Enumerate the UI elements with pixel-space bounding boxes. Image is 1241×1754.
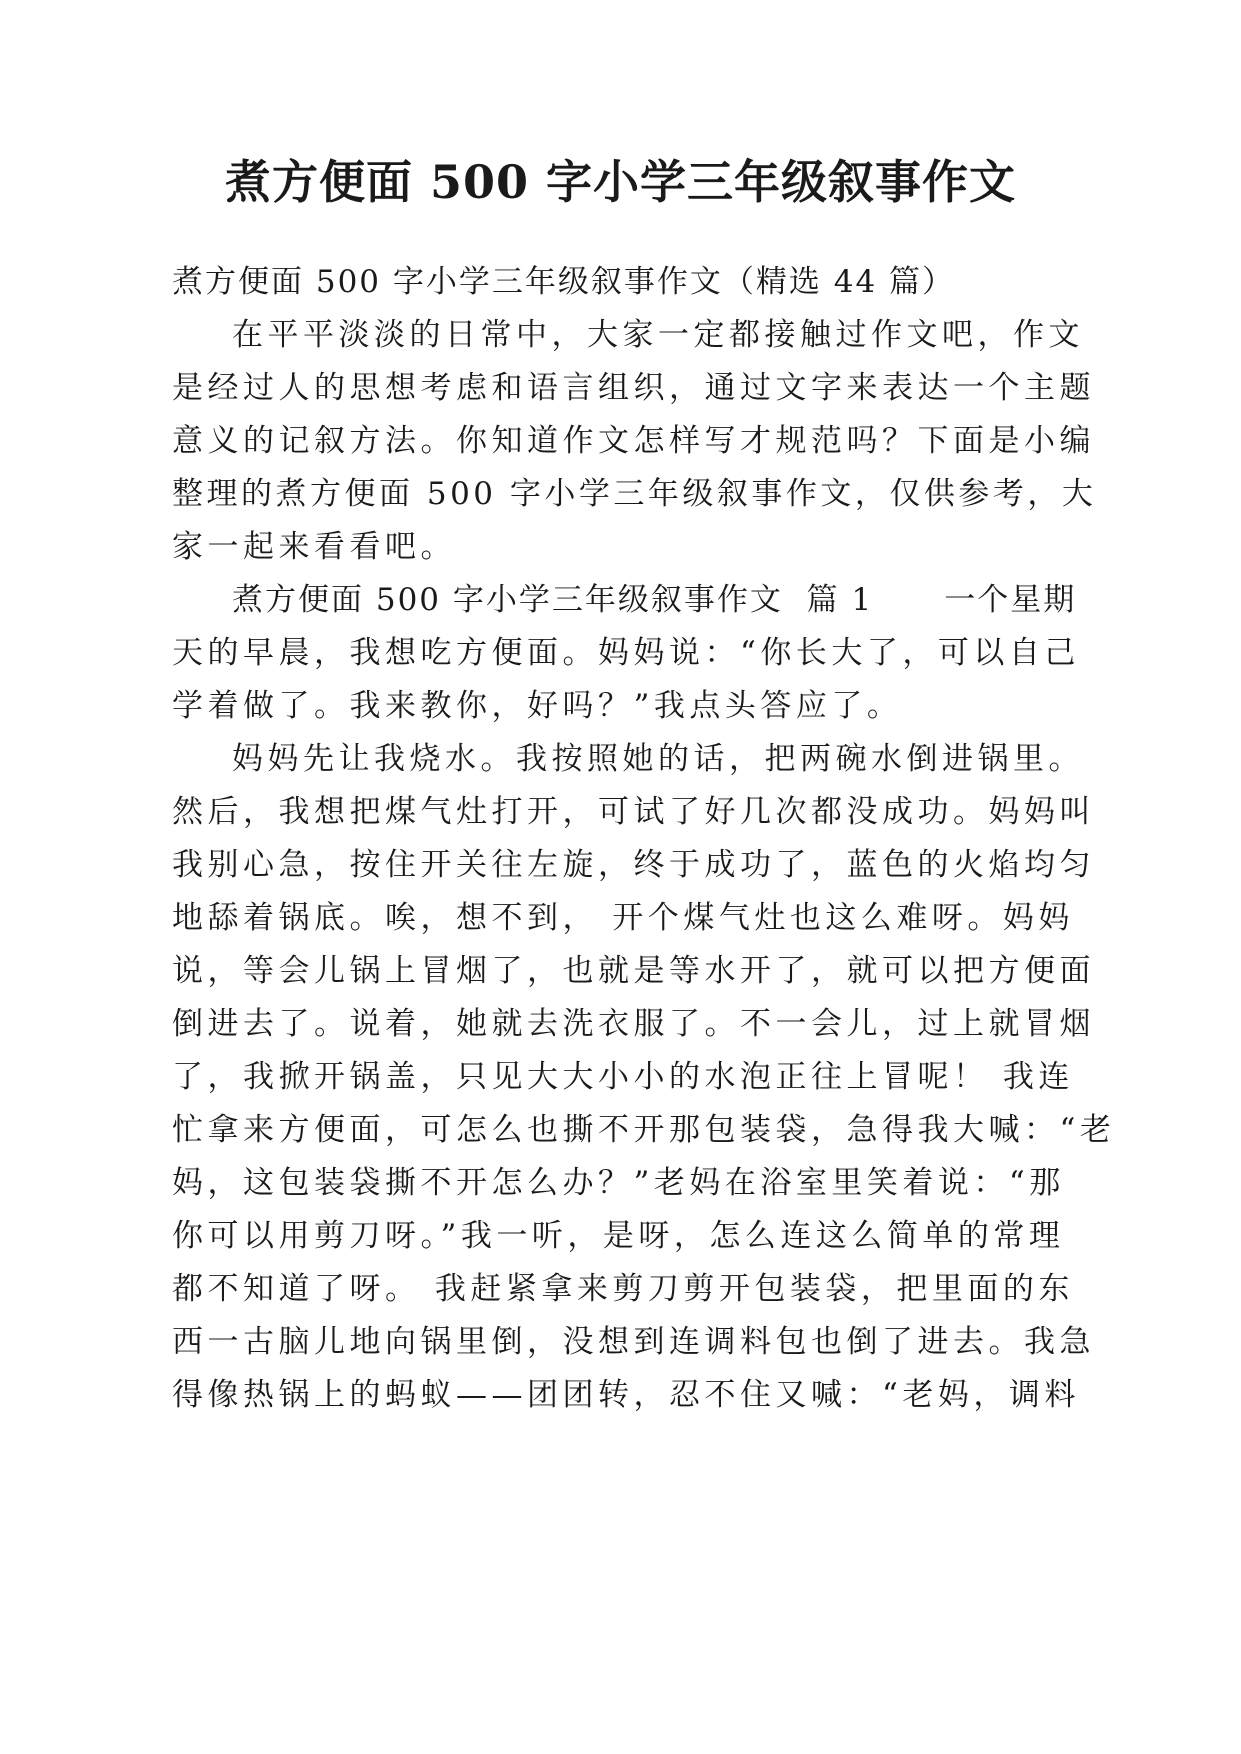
- text-line: 然后，我想把煤气灶打开，可试了好几次都没成功。妈妈叫: [172, 794, 1095, 830]
- text-line: 煮方便面 500 字小学三年级叙事作文（精选 44 篇）: [172, 264, 956, 300]
- document-title: 煮方便面 500 字小学三年级叙事作文: [224, 155, 1017, 209]
- text-line: 我别心急，按住开关往左旋，终于成功了，蓝色的火焰均匀: [172, 847, 1095, 883]
- text-line: 妈，这包装袋撕不开怎么办？”老妈在浴室里笑着说：“那: [172, 1165, 1065, 1201]
- text-line: 整理的煮方便面 500 字小学三年级叙事作文，仅供参考，大: [172, 476, 1097, 512]
- text-line: 地舔着锅底。唉，想不到， 开个煤气灶也这么难呀。妈妈: [172, 900, 1074, 936]
- text-line: 意义的记叙方法。你知道作文怎样写才规范吗？下面是小编: [172, 423, 1095, 459]
- text-line: 都不知道了呀。 我赶紧拿来剪刀剪开包装袋，把里面的东: [172, 1271, 1074, 1307]
- text-line: 家一起来看看吧。: [172, 529, 456, 565]
- text-line: 妈妈先让我烧水。我按照她的话，把两碗水倒进锅里。: [232, 741, 1084, 777]
- text-line: 倒进去了。说着，她就去洗衣服了。不一会儿，过上就冒烟: [172, 1006, 1095, 1042]
- text-line: 得像热锅上的蚂蚁——团团转，忍不住又喊：“老妈，调料: [172, 1377, 1080, 1413]
- text-line: 说，等会儿锅上冒烟了，也就是等水开了，就可以把方便面: [172, 953, 1095, 989]
- text-line: 你可以用剪刀呀。”我一听，是呀，怎么连这么简单的常理: [172, 1218, 1065, 1254]
- text-line: 天的早晨，我想吃方便面。妈妈说：“你长大了，可以自己: [172, 635, 1080, 671]
- text-line: 煮方便面 500 字小学三年级叙事作文 篇 1 一个星期: [232, 582, 1077, 618]
- text-line: 是经过人的思想考虑和语言组织，通过文字来表达一个主题: [172, 370, 1095, 406]
- text-line: 忙拿来方便面，可怎么也撕不开那包装袋，急得我大喊：“老: [172, 1112, 1116, 1148]
- text-line: 在平平淡淡的日常中，大家一定都接触过作文吧，作文: [232, 317, 1084, 353]
- text-line: 学着做了。我来教你，好吗？”我点头答应了。: [172, 688, 903, 724]
- text-line: 西一古脑儿地向锅里倒，没想到连调料包也倒了进去。我急: [172, 1324, 1095, 1360]
- text-line: 了，我掀开锅盖，只见大大小小的水泡正往上冒呢！ 我连: [172, 1059, 1074, 1095]
